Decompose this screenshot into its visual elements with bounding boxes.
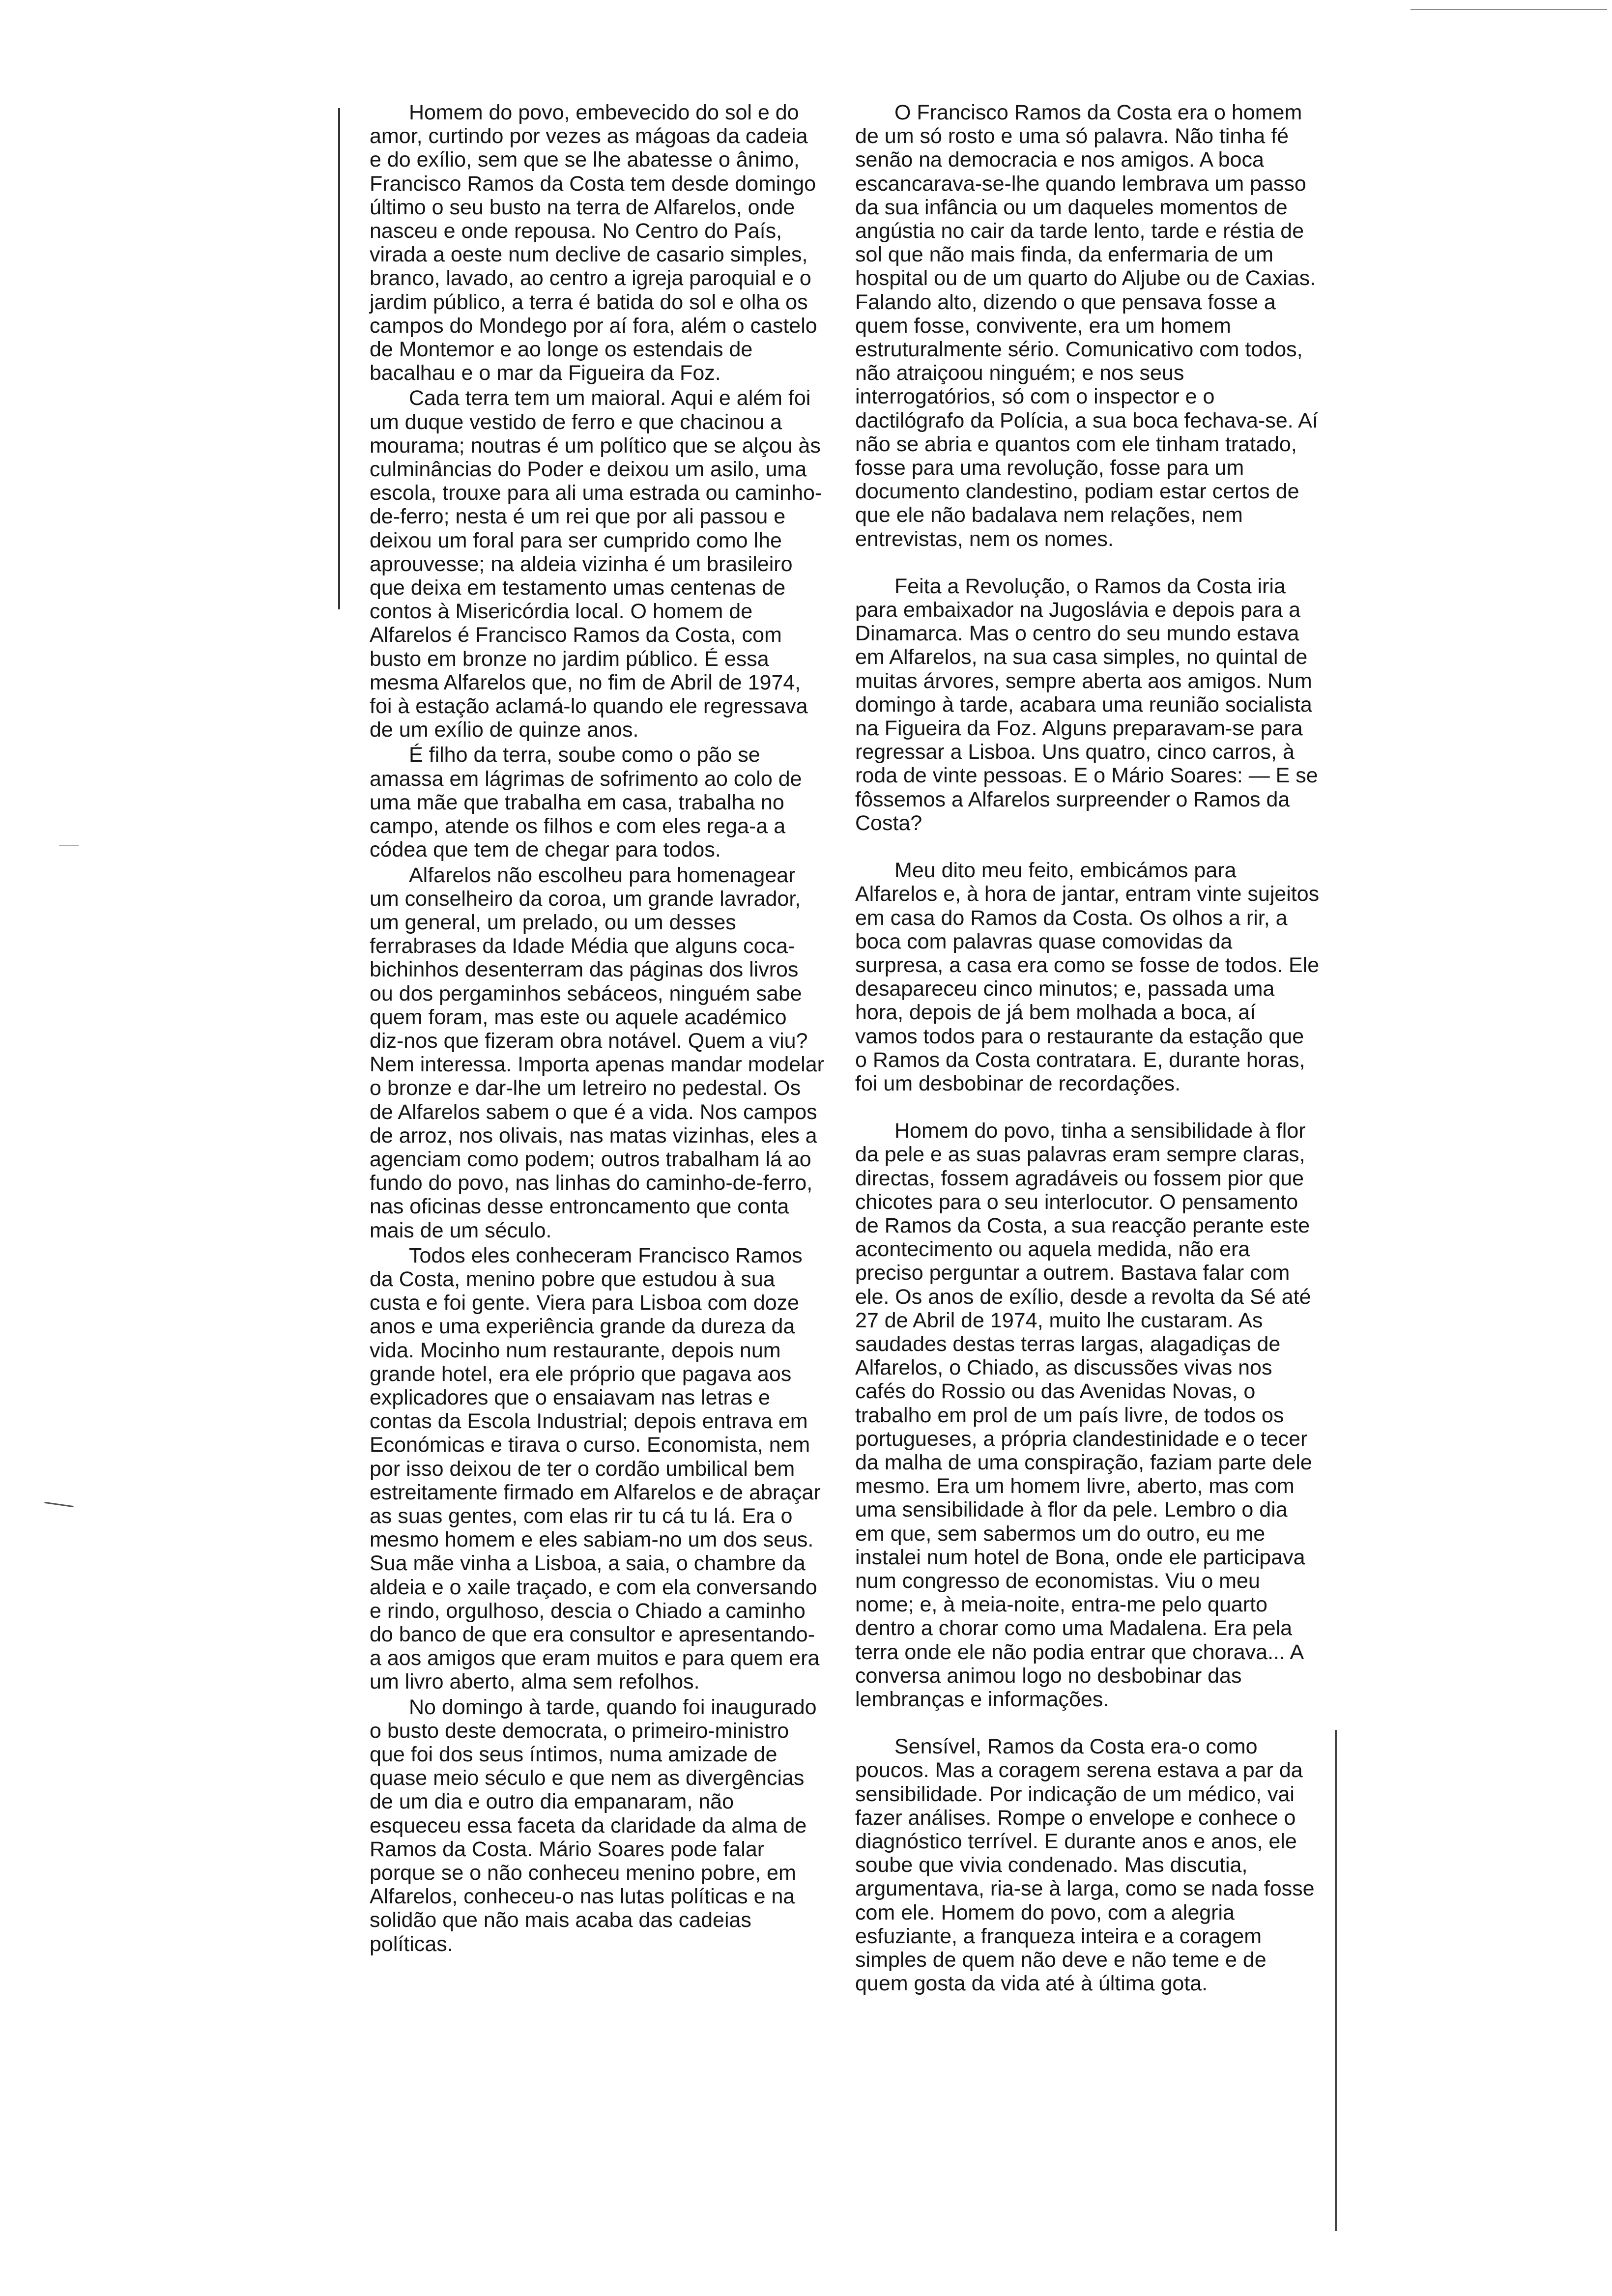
paragraph: Homem do povo, tinha a sensibilidade à flor da pele e as suas palavras eram sempre claras, directas, fossem agradáveis ou fossem pior que chicotes para o seu interlocutor. O pensamento de Ramos da Costa, a sua reacção perante este acontecimento ou aquela medida, não era preciso perguntar a outrem. Bastava falar com ele. Os anos de exílio, desde a revolta da Sé até 27 de Abril de 1974, muito lhe custaram. As saudades destas terras largas, alagadiças de Alfarelos, o Chiado, as discussões vivas nos cafés do Rossio ou das Avenidas Novas, o trabalho em prol de um país livre, de todos os portugueses, a própria clandestinidade e o tecer da malha de uma conspiração, faziam parte dele mesmo. Era um homem livre, aberto, mas com uma sensibilidade à flor da pele. Lembro o dia em que, sem sabermos um do outro, eu me instalei num hotel de Bona, onde ele participava num congresso de economistas. Viu o meu nome; e, à meia-noite, entra-me pelo quarto dentro a chorar como uma Madalena. Era pela terra onde ele não podia entrar que chorava... A conversa animou logo no desbobinar das lembranças e informações. xyxy=(855,1119,1312,1711)
article-left-column xyxy=(370,101,824,1956)
scan-mark xyxy=(59,845,79,846)
paragraph: Alfarelos não escolheu para homenagear um conselheiro da coroa, um grande lavrador, um general, um prelado, ou um desses ferrabrases da Idade Média que alguns coca-bichinhos desenterram das páginas dos livros ou dos pergaminhos sebáceos, ninguém sabe quem foram, mas este ou aquele académico diz-nos que fizeram obra notável. Quem a viu? Nem interessa. Importa apenas mandar modelar o bronze e dar-lhe um letreiro no pedestal. Os de Alfarelos sabem o que é a vida. Nos campos de arroz, nos olivais, nas matas vizinhas, eles a agenciam como podem; outros trabalham lá ao fundo do povo, nas linhas do caminho-de-ferro, nas oficinas desse entroncamento que conta mais de um século. xyxy=(370,863,824,1242)
scan-edge-line xyxy=(1410,9,1607,10)
left-margin-rule xyxy=(338,108,340,609)
right-margin-rule xyxy=(1335,1730,1337,2231)
article-right-column xyxy=(855,101,1320,1995)
paragraph: Meu dito meu feito, embicámos para Alfarelos e, à hora de jantar, entram vinte sujeitos em casa do Ramos da Costa. Os olhos a rir, a boca com palavras quase comovidas da surpresa, a casa era como se fosse de todos. Ele desapareceu cinco minutos; e, passada uma hora, depois de já bem molhada a boca, aí vamos todos para o restaurante da estação que o Ramos da Costa contratara. E, durante horas, foi um desbobinar de recordações. xyxy=(855,859,1320,1095)
paragraph: Feita a Revolução, o Ramos da Costa iria para embaixador na Jugoslávia e depois para a Dinamarca. Mas o centro do seu mundo estava em Alfarelos, na sua casa simples, no quintal de muitas árvores, sempre aberta aos amigos. Num domingo à tarde, acabara uma reunião socialista na Figueira da Foz. Alguns preparavam-se para regressar a Lisboa. Uns quatro, cinco carros, à roda de vinte pessoas. E o Mário Soares: — E se fôssemos a Alfarelos surpreender o Ramos da Costa? xyxy=(855,574,1318,835)
paragraph: Sensível, Ramos da Costa era-o como poucos. Mas a coragem serena estava a par da sensibilidade. Por indicação de um médico, vai fazer análises. Rompe o envelope e conhece o diagnóstico terrível. E durante anos e anos, ele soube que vivia condenado. Mas discutia, argumentava, ria-se à larga, como se nada fosse com ele. Homem do povo, com a alegria esfuziante, a franqueza inteira e a coragem simples de quem não deve e não teme e de quem gosta da vida até à última gota. xyxy=(855,1735,1315,1996)
paragraph: O Francisco Ramos da Costa era o homem de um só rosto e uma só palavra. Não tinha fé senão na democracia e nos amigos. A boca escancarava-se-lhe quando lembrava um passo da sua infância ou um daqueles momentos de angústia no cair da tarde lento, tarde e réstia de sol que não mais finda, da enfermaria de um hospital ou de um quarto do Aljube ou de Caxias. Falando alto, dizendo o que pensava fosse a quem fosse, convivente, era um homem estruturalmente sério. Comunicativo com todos, não atraiçoou ninguém; e nos seus interrogatórios, só com o inspector e o dactilógrafo da Polícia, a sua boca fechava-se. Aí não se abria e quantos com ele tinham tratado, fosse para uma revolução, fosse para um documento clandestino, podiam estar certos de que ele não badalava nem relações, nem entrevistas, nem os nomes. xyxy=(855,101,1318,551)
paragraph: Cada terra tem um maioral. Aqui e além foi um duque vestido de ferro e que chacinou a mourama; noutras é um político que se alçou às culminâncias do Poder e deixou um asilo, uma escola, trouxe para ali uma estrada ou caminho-de-ferro; nesta é um rei que por ali passou e deixou um foral para ser cumprido como lhe aprouvesse; na aldeia vizinha é um brasileiro que deixa em testamento umas centenas de contos à Misericórdia local. O homem de Alfarelos é Francisco Ramos da Costa, com busto em bronze no jardim público. É essa mesma Alfarelos que, no fim de Abril de 1974, foi à estação aclamá-lo quando ele regressava de um exílio de quinze anos. xyxy=(370,386,822,742)
paragraph: Homem do povo, embevecido do sol e do amor, curtindo por vezes as mágoas da cadeia e do exílio, sem que se lhe abatesse o ânimo, Francisco Ramos da Costa tem desde domingo último o seu busto na terra de Alfarelos, onde nasceu e onde repousa. No Centro do País, virada a oeste num declive de casario simples, branco, lavado, ao centro a igreja paroquial e o jardim público, a terra é batida do sol e olha os campos do Mondego por aí fora, além o castelo de Montemor e ao longe os estendais de bacalhau e o mar da Figueira da Foz. xyxy=(370,101,817,385)
scan-mark xyxy=(44,1502,74,1507)
paragraph: É filho da terra, soube como o pão se amassa em lágrimas de sofrimento ao colo de uma mãe que trabalha em casa, trabalha no campo, atende os filhos e com eles rega-a a códea que tem de chegar para todos. xyxy=(370,743,802,862)
paragraph: No domingo à tarde, quando foi inaugurado o busto deste democrata, o primeiro-ministro que foi dos seus íntimos, numa amizade de quase meio século e que nem as divergências de um dia e outro dia empanaram, não esqueceu essa faceta da claridade da alma de Ramos da Costa. Mário Soares pode falar porque se o não conheceu menino pobre, em Alfarelos, conheceu-o nas lutas políticas e na solidão que não mais acaba das cadeias políticas. xyxy=(370,1695,817,1956)
paragraph: Todos eles conheceram Francisco Ramos da Costa, menino pobre que estudou à sua custa e foi gente. Viera para Lisboa com doze anos e uma experiência grande da dureza da vida. Mocinho num restaurante, depois num grande hotel, era ele próprio que pagava aos explicadores que o ensaiavam nas letras e contas da Escola Industrial; depois entrava em Económicas e tirava o curso. Economista, nem por isso deixou de ter o cordão umbilical bem estreitamente firmado em Alfarelos e de abraçar as suas gentes, com elas rir tu cá tu lá. Era o mesmo homem e eles sabiam-no um dos seus. Sua mãe vinha a Lisboa, a saia, o chambre da aldeia e o xaile traçado, e com ela conversando e rindo, orgulhoso, descia o Chiado a caminho do banco de que era consultor e apresentando-a aos amigos que eram muitos e para quem era um livro aberto, alma sem refolhos. xyxy=(370,1243,821,1694)
